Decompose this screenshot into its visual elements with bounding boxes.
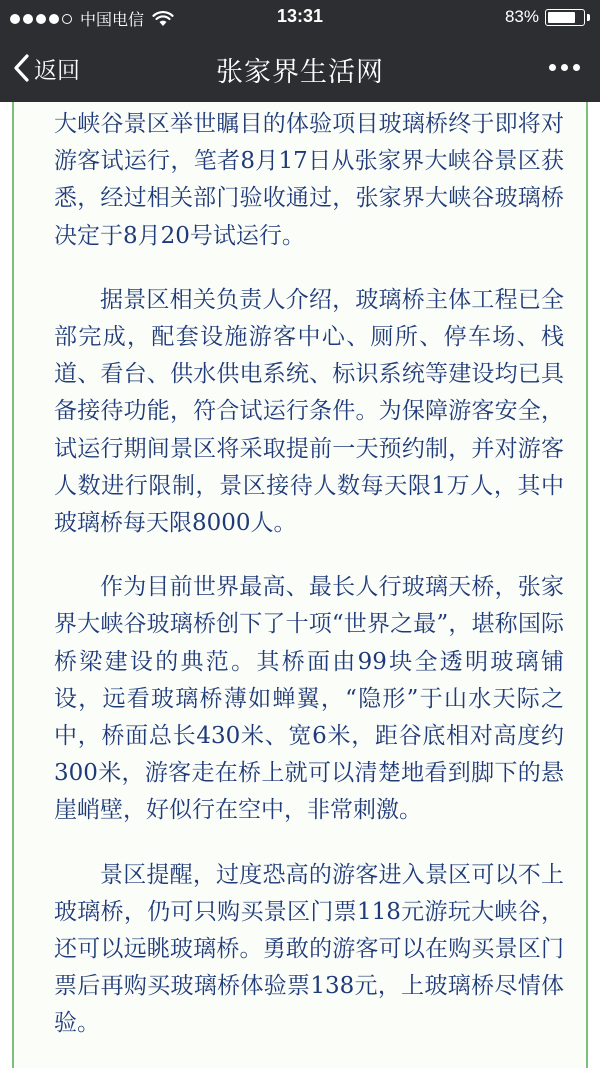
paragraph-gap bbox=[14, 542, 586, 569]
paragraph-gap bbox=[14, 255, 586, 282]
article-paragraph-1: 大峡谷景区举世瞩目的体验项目玻璃桥终于即将对游客试运行，笔者8月17日从张家界大峡谷景区获悉，经过相关部门验收通过，张家界大峡谷玻璃桥决定于8月20号试运行。 bbox=[54, 111, 564, 249]
chevron-left-icon bbox=[12, 53, 30, 83]
battery-icon bbox=[545, 9, 585, 26]
battery-percent: 83% bbox=[504, 7, 539, 26]
carrier-name: 中国电信 bbox=[80, 10, 145, 29]
nav-bar bbox=[0, 36, 600, 102]
more-dot bbox=[549, 64, 556, 71]
article-paragraph-2: 据景区相关负责人介绍，玻璃桥主体工程已全部完成，配套设施游客中心、厕所、停车场、栈道、看台、供水供电系统、标识系统等建设均已具备接待功能，符合试运行条件。为保障游客安全，试运行期间景区将采取提前一天预约制，并对游客人数进行限制，景区接待人数每天限1万人，其中玻璃桥每天限8000人。 bbox=[54, 286, 564, 537]
top-bar bbox=[0, 0, 600, 102]
battery-cap bbox=[587, 14, 590, 21]
article-paragraph-3: 作为目前世界最高、最长人行玻璃天桥，张家界大峡谷玻璃桥创下了十项“世界之最”，堪称国际桥梁建设的典范。其桥面由99块全透明玻璃铺设，远看玻璃桥薄如蝉翼，“隐形”于山水天际之中，桥面总长430米、宽6米，距谷底相对高度约300米，游客走在桥上就可以清楚地看到脚下的悬崖峭壁，好似行在空中，非常刺激。 bbox=[54, 574, 564, 824]
more-dots-icon[interactable] bbox=[549, 64, 580, 71]
paragraph-gap bbox=[14, 830, 586, 857]
page-title: 张家界生活网 bbox=[216, 57, 384, 88]
article-paragraph-4: 景区提醒，过度恐高的游客进入景区可以不上玻璃桥，仍可只购买景区门票118元游玩大峡谷，还可以远眺玻璃桥。勇敢的游客可以在购买景区门票后再购买玻璃桥体验票138元，上玻璃桥尽情体验。 bbox=[54, 861, 564, 1037]
article-content bbox=[12, 102, 588, 1068]
back-button[interactable] bbox=[12, 50, 80, 86]
more-dot bbox=[573, 64, 580, 71]
battery-fill bbox=[548, 12, 575, 23]
status-right bbox=[505, 7, 590, 27]
back-label: 返回 bbox=[34, 57, 80, 84]
status-bar bbox=[0, 0, 600, 36]
status-time: 13:31 bbox=[276, 6, 324, 26]
more-dot bbox=[561, 64, 568, 71]
